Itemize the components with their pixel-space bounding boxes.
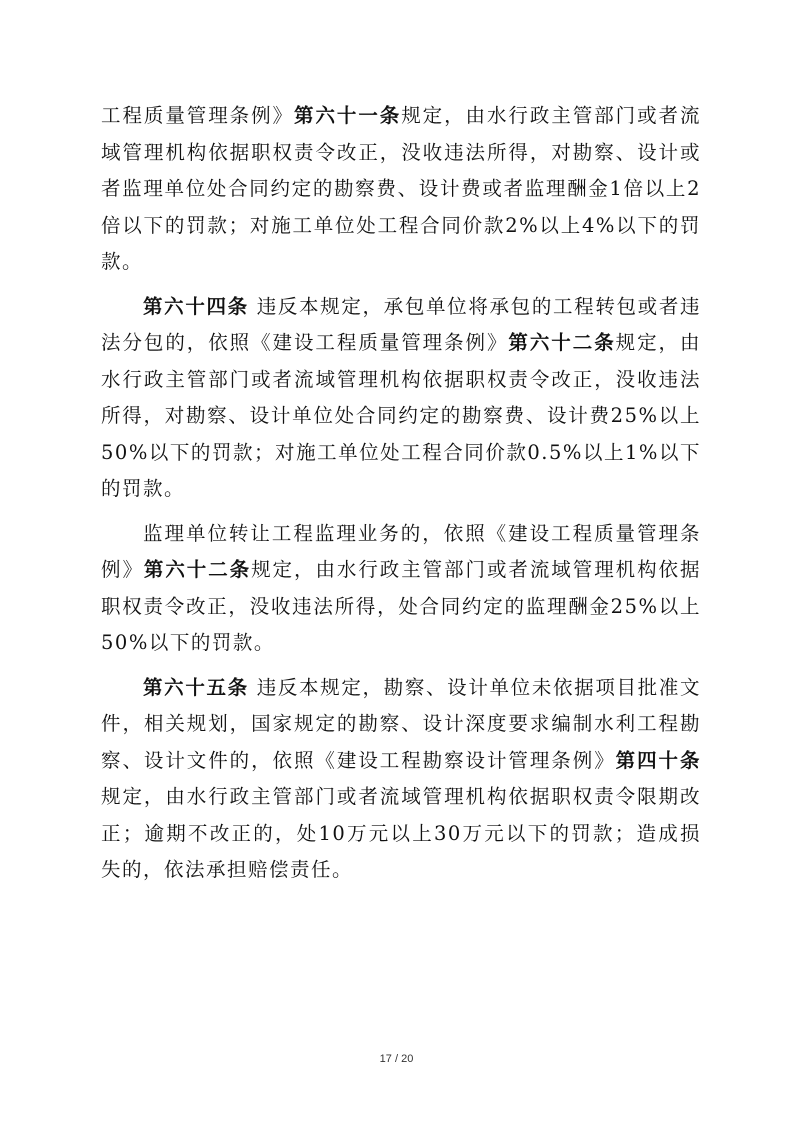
page-number: 17 / 20	[379, 1053, 414, 1065]
text-segment: 工程质量管理条例》	[101, 104, 294, 127]
text-segment: 规定，由水行政主管部门或者流域管理机构依据职权责令改正，没收违法所得，对勘察、设计单位处合同约定的勘察费、设计费25%以上50%以下的罚款；对施工单位处工程合同价款0.5%以上1%以下的罚款。	[101, 331, 701, 500]
document-body	[101, 98, 701, 897]
text-segment: 违反本规定，勘察、设计单位未依据项目批准文件，相关规划，国家规定的勘察、设计深度要求编制水利工程勘察、设计文件的，依照《建设工程勘察设计管理条例》	[101, 675, 701, 772]
text-segment: 规定，由水行政主管部门或者流域管理机构依据职权责令改正，没收违法所得，对勘察、设计或者监理单位处合同约定的勘察费、设计费或者监理酬金1倍以上2倍以下的罚款；对施工单位处工程合同价款2%以上4%以下的罚款。	[101, 104, 701, 273]
article-heading: 第六十四条	[143, 294, 249, 318]
article-reference: 第六十二条	[143, 558, 252, 581]
text-segment: 规定，由水行政主管部门或者流域管理机构依据职权责令改正，没收违法所得，处合同约定的监理酬金25%以上50%以下的罚款。	[101, 558, 701, 654]
article-heading: 第六十五条	[143, 675, 249, 699]
text-segment: 监理单位转让工程监理业务的，依照《建设工程质量管理条例》	[101, 521, 701, 581]
paragraph-4	[101, 670, 701, 889]
paragraph-2	[101, 289, 701, 508]
text-segment: 规定，由水行政主管部门或者流域管理机构依据职权责令限期改正；逾期不改正的，处10万元以上30万元以下的罚款；造成损失的，依法承担赔偿责任。	[101, 785, 701, 881]
article-reference: 第六十二条	[508, 331, 616, 354]
article-reference: 第四十条	[615, 748, 701, 772]
paragraph-1	[101, 98, 701, 281]
text-segment: 违反本规定，承包单位将承包的工程转包或者违法分包的，依照《建设工程质量管理条例》	[101, 294, 701, 354]
paragraph-3	[101, 516, 701, 662]
article-reference: 第六十一条	[294, 104, 402, 127]
